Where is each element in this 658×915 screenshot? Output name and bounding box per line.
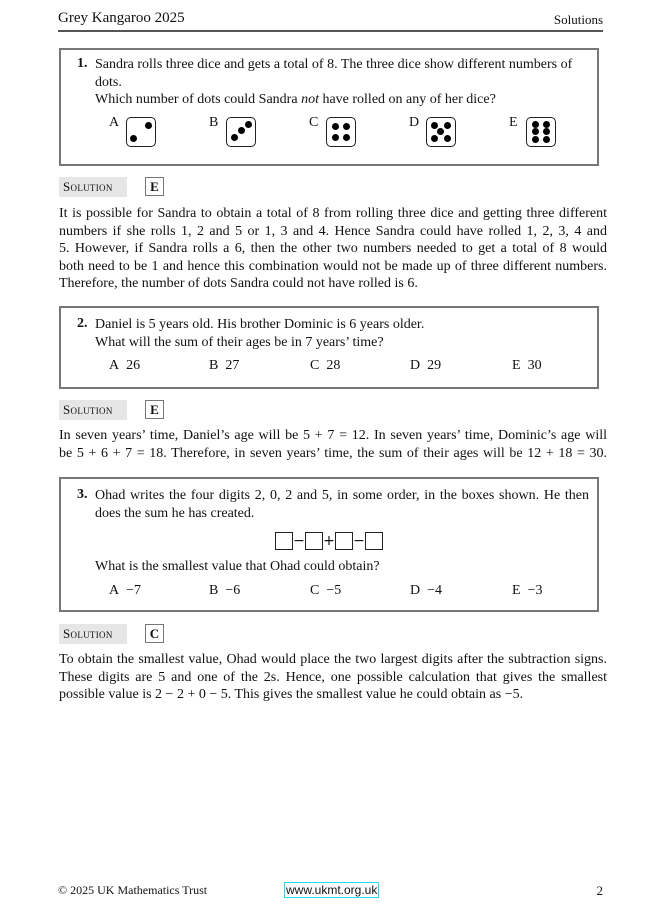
section-label: Solutions: [553, 12, 603, 27]
solution-2-text: In seven years’ time, Daniel’s age will be 5 + 7 = 12. In seven years’ time, Dominic’s age will be 5 + 6 + 7 = 18. Therefore, in seven years’ time, the sum of their ages will be 12 + 18 = 30.: [59, 428, 607, 461]
page-footer: [58, 882, 603, 900]
answer-badge: C: [145, 624, 164, 643]
question-prompt: What is the smallest value that Ohad could obtain?: [95, 559, 380, 574]
copyright-text: © 2025 UK Mathematics Trust: [58, 883, 208, 897]
die-five-icon: [426, 117, 456, 147]
plus-sign: +: [323, 533, 335, 549]
solution-label: Solution: [59, 177, 127, 197]
minus-sign: −: [353, 533, 365, 549]
digit-box: [275, 532, 293, 550]
option-b[interactable]: B −6: [209, 583, 241, 598]
digit-box: [365, 532, 383, 550]
answer-badge: E: [145, 177, 164, 196]
die-two-icon: [126, 117, 156, 147]
solution-label: Solution: [59, 624, 127, 644]
option-b[interactable]: B 27: [209, 358, 240, 373]
option-e[interactable]: E −3: [512, 583, 543, 598]
question-1-box: [59, 48, 599, 166]
option-c[interactable]: C −5: [310, 583, 342, 598]
die-six-icon: [526, 117, 556, 147]
document-title: Grey Kangaroo 2025: [58, 10, 185, 26]
solution-3-text: To obtain the smallest value, Ohad would place the two largest digits after the subtraction signs. These digits are 5 and one of the 2s. Hence, one possible calculation that gives the smallest possible value is 2 − 2 + 0 − 5. This gives the smallest value he could obtain as −5.: [59, 652, 607, 702]
minus-sign: −: [293, 533, 305, 549]
question-number: 1.: [77, 56, 88, 71]
solution-1-text: It is possible for Sandra to obtain a total of 8 from rolling three dice and getting three different numbers if she rolls 1, 2 and 5 or 1, 3 and 4. Hence Sandra could have rolled 1, 2, 3, 4 and 5. However, if Sandra rolls a 6, then the other two numbers needed to get a total of 8 would both need to be 1 and hence this combination would not be made up of three different numbers. Therefore, the number of dots Sandra could not have rolled is 6.: [59, 206, 607, 291]
solution-label: Solution: [59, 400, 127, 420]
answer-options: [109, 358, 589, 378]
question-3-box: [59, 477, 599, 612]
website-link[interactable]: www.ukmt.org.uk: [286, 883, 378, 897]
question-number: 3.: [77, 487, 88, 502]
answer-options: A B C D E: [109, 117, 589, 137]
question-text: Ohad writes the four digits 2, 0, 2 and 5, in some order, in the boxes shown. He then does the sum he has created.: [95, 488, 589, 521]
question-text: Daniel is 5 years old. His brother Dominic is 6 years older. What will the sum of their ages be in 7 years’ time?: [95, 317, 425, 350]
answer-badge: E: [145, 400, 164, 419]
option-e[interactable]: E 30: [512, 358, 542, 373]
option-c[interactable]: C 28: [310, 358, 341, 373]
option-a[interactable]: A −7: [109, 583, 142, 598]
digit-box: [335, 532, 353, 550]
page-header: [58, 10, 603, 32]
equation-boxes: [61, 532, 597, 550]
die-four-icon: [326, 117, 356, 147]
die-three-icon: [226, 117, 256, 147]
option-a[interactable]: A 26: [109, 358, 141, 373]
page-number: 2: [596, 883, 603, 898]
question-number: 2.: [77, 316, 88, 331]
question-prompt: Which number of dots could Sandra not have rolled on any of her dice?: [95, 92, 496, 107]
digit-box: [305, 532, 323, 550]
option-d[interactable]: D 29: [410, 358, 442, 373]
question-2-box: [59, 306, 599, 389]
answer-options: [109, 583, 589, 603]
question-text: Sandra rolls three dice and gets a total of 8. The three dice show different numbers of dots. Which number of dots could Sandra not have rolled on any of her dice?: [95, 56, 589, 109]
option-d[interactable]: D −4: [410, 583, 443, 598]
